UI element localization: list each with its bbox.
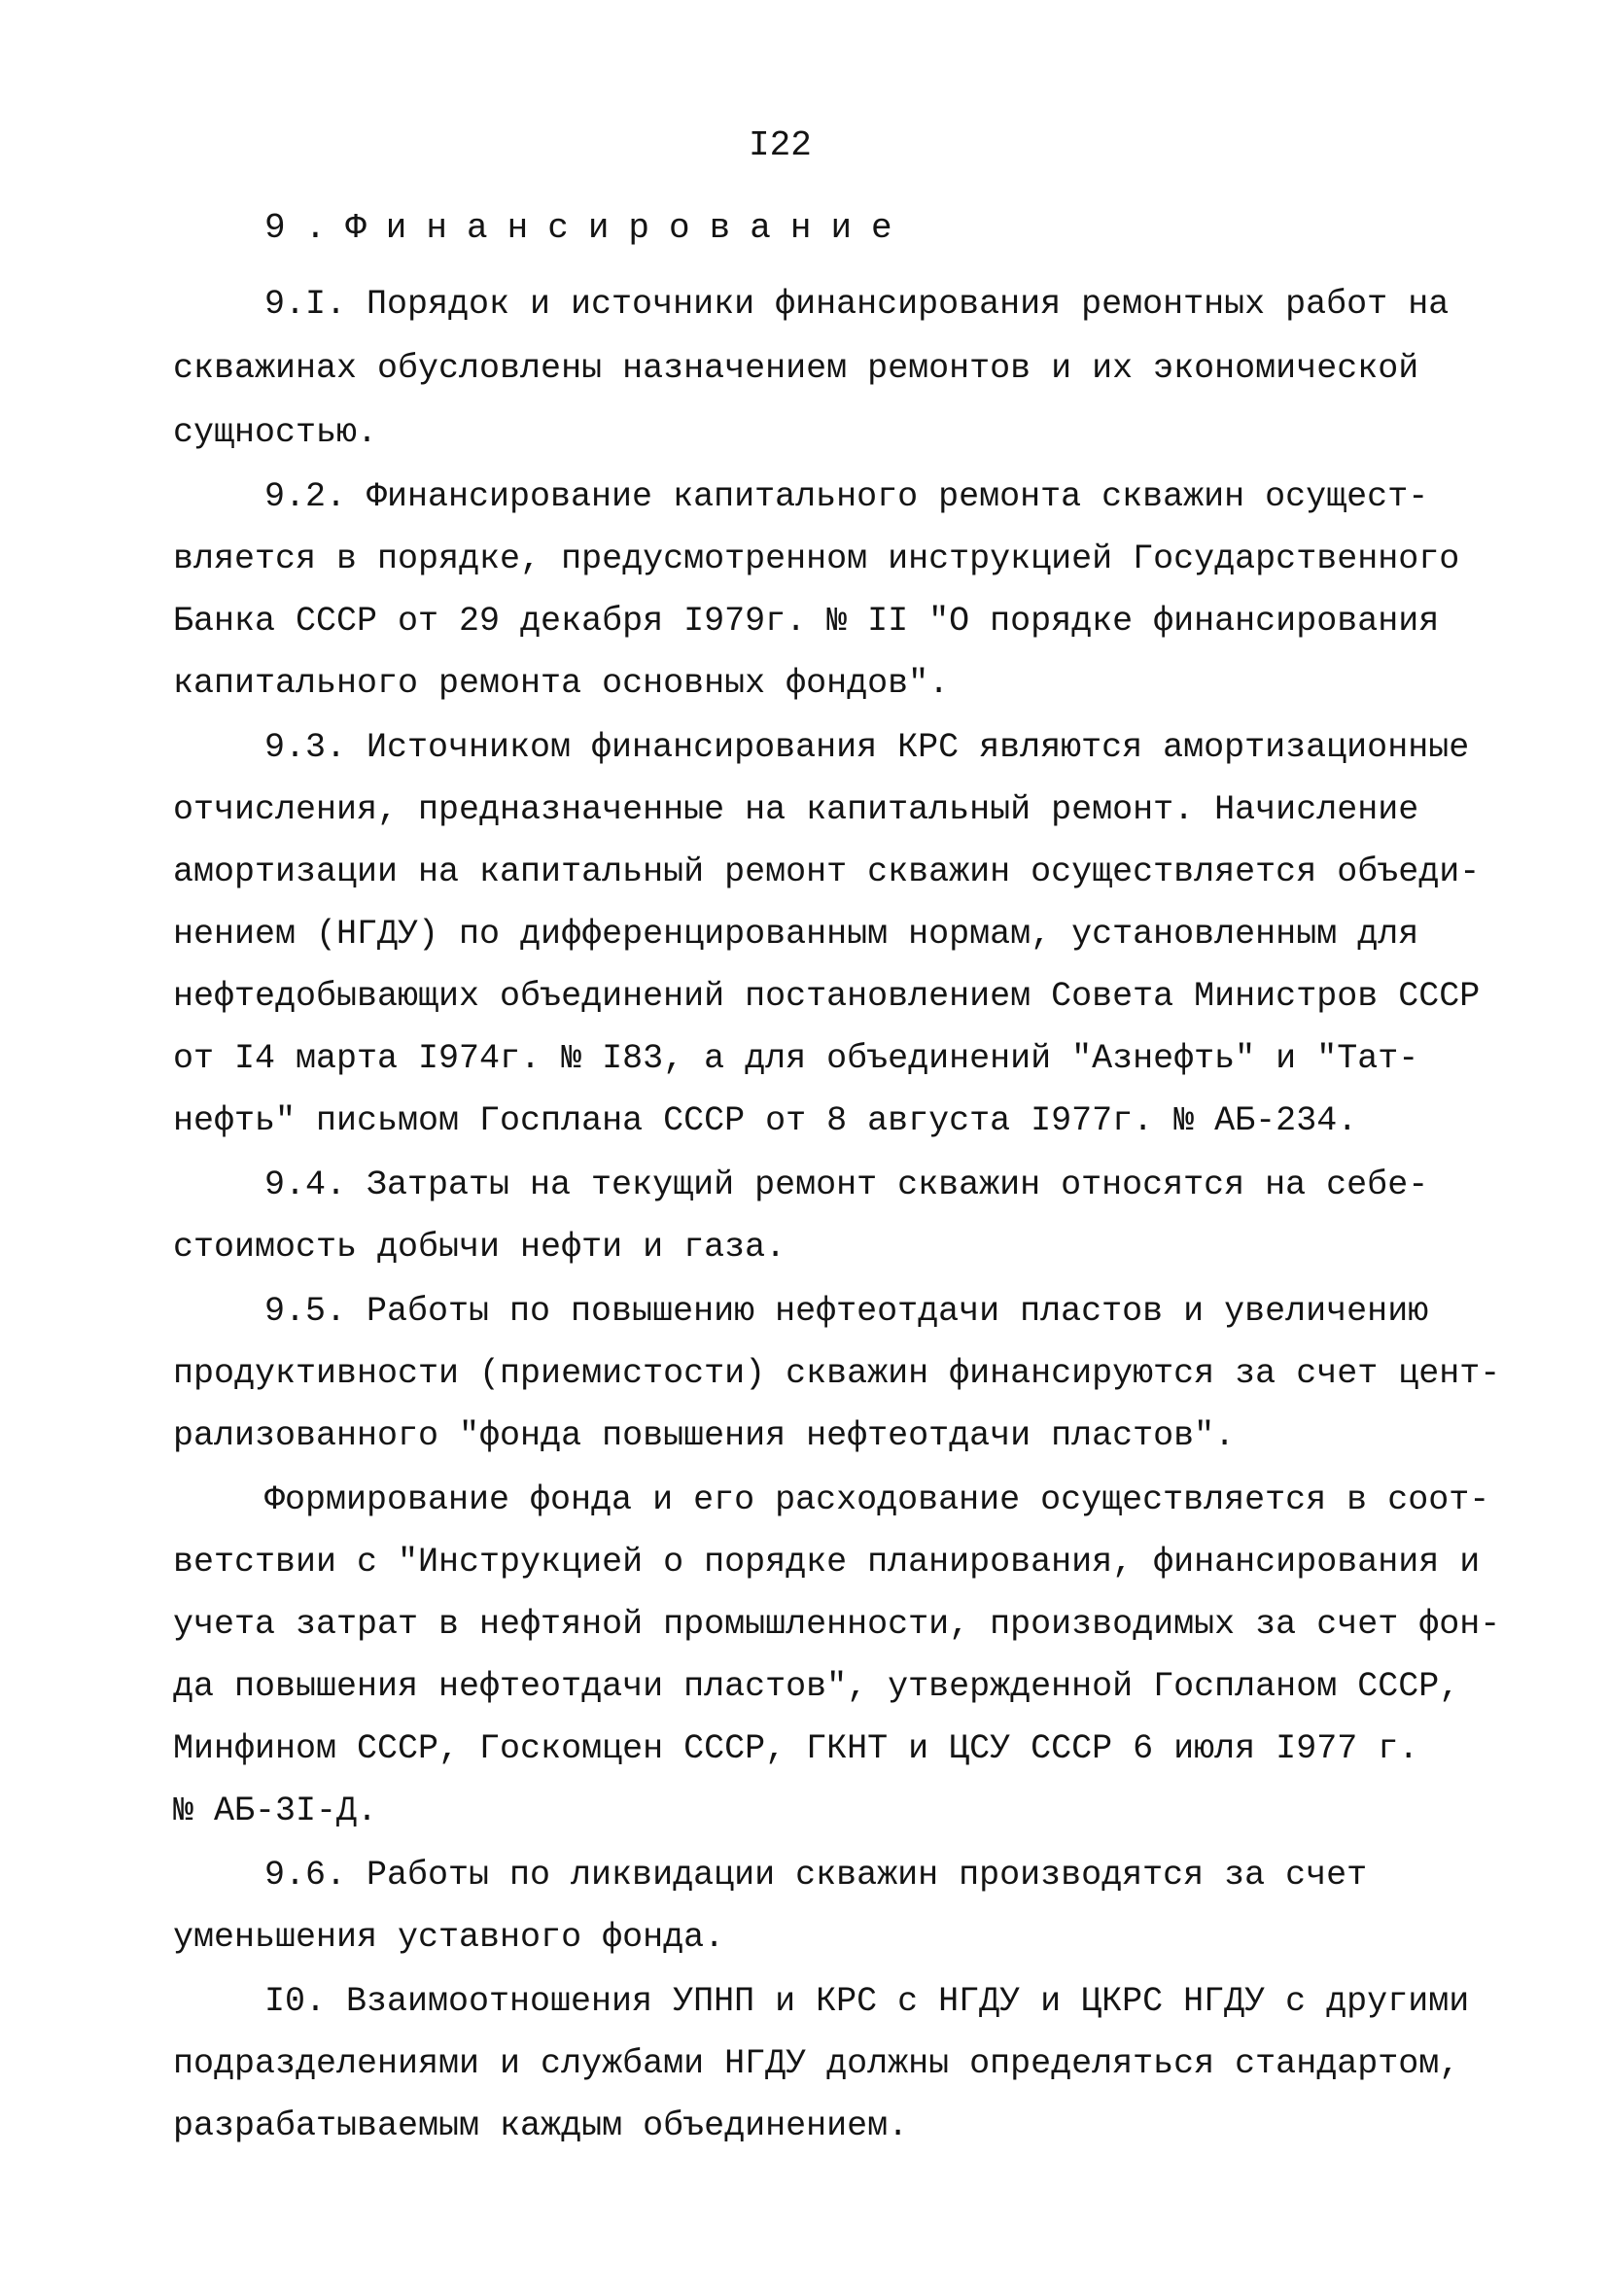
paragraph-9-3-line-2: отчисления, предназначенные на капитальный ремонт. Начисление — [173, 790, 1419, 829]
paragraph-9-2-line-1: 9.2. Финансирование капитального ремонта скважин осущест- — [264, 477, 1429, 516]
paragraph-9-5-line-3: рализованного "фонда повышения нефтеотдачи пластов". — [173, 1416, 1236, 1455]
paragraph-9-3-line-7: нефть" письмом Госплана СССР от 8 августа I977г. № АБ-234. — [173, 1101, 1358, 1140]
paragraph-9-6-line-2: уменьшения уставного фонда. — [173, 1918, 725, 1957]
paragraph-9-3-line-1: 9.3. Источником финансирования КРС являются амортизационные — [264, 728, 1470, 767]
section-title: 9.Финансирование — [264, 208, 912, 248]
paragraph-fund-line-6: № АБ-3I-Д. — [173, 1792, 378, 1830]
paragraph-9-2-line-2: вляется в порядке, предусмотренном инструкцией Государственного — [173, 539, 1460, 578]
paragraph-9-5-line-1: 9.5. Работы по повышению нефтеотдачи пластов и увеличению — [264, 1292, 1429, 1331]
paragraph-9-3-line-4: нением (НГДУ) по дифференцированным нормам, установленным для — [173, 915, 1419, 954]
paragraph-9-3-line-3: амортизации на капитальный ремонт скважин осуществляется объеди- — [173, 852, 1481, 891]
paragraph-9-5-line-2: продуктивности (приемистости) скважин финансируются за счет цент- — [173, 1354, 1501, 1393]
paragraph-9-1-line-1: 9.I. Порядок и источники финансирования ремонтных работ на — [264, 285, 1450, 324]
paragraph-9-6-line-1: 9.6. Работы по ликвидации скважин производятся за счет — [264, 1856, 1368, 1895]
paragraph-9-4-line-1: 9.4. Затраты на текущий ремонт скважин относятся на себе- — [264, 1165, 1429, 1204]
paragraph-9-1-line-3: сущностью. — [173, 413, 378, 452]
page-number: I22 — [749, 125, 812, 165]
paragraph-9-2-line-3: Банка СССР от 29 декабря I979г. № II "О порядке финансирования — [173, 602, 1440, 641]
paragraph-10-line-2: подразделениями и службами НГДУ должны определяться стандартом, — [173, 2044, 1460, 2083]
paragraph-fund-line-3: учета затрат в нефтяной промышленности, производимых за счет фон- — [173, 1605, 1501, 1644]
paragraph-10-line-3: разрабатываемым каждым объединением. — [173, 2106, 909, 2145]
paragraph-9-1-line-2: скважинах обусловлены назначением ремонтов и их экономической — [173, 349, 1419, 388]
paragraph-fund-line-5: Минфином СССР, Госкомцен СССР, ГКНТ и ЦСУ СССР 6 июля I977 г. — [173, 1729, 1419, 1768]
paragraph-9-4-line-2: стоимость добычи нефти и газа. — [173, 1228, 787, 1267]
paragraph-fund-line-4: да повышения нефтеотдачи пластов", утвержденной Госпланом СССР, — [173, 1667, 1460, 1706]
paragraph-fund-line-1: Формирование фонда и его расходование осуществляется в соот- — [264, 1480, 1490, 1519]
paragraph-fund-line-2: ветствии с "Инструкцией о порядке планирования, финансирования и — [173, 1543, 1481, 1582]
paragraph-9-3-line-6: от I4 марта I974г. № I83, а для объединений "Азнефть" и "Тат- — [173, 1039, 1419, 1078]
paragraph-9-3-line-5: нефтедобывающих объединений постановлением Совета Министров СССР — [173, 977, 1481, 1016]
paragraph-9-2-line-4: капитального ремонта основных фондов". — [173, 664, 950, 703]
paragraph-10-line-1: I0. Взаимоотношения УПНП и КРС с НГДУ и ЦКРС НГДУ с другими — [264, 1982, 1470, 2021]
